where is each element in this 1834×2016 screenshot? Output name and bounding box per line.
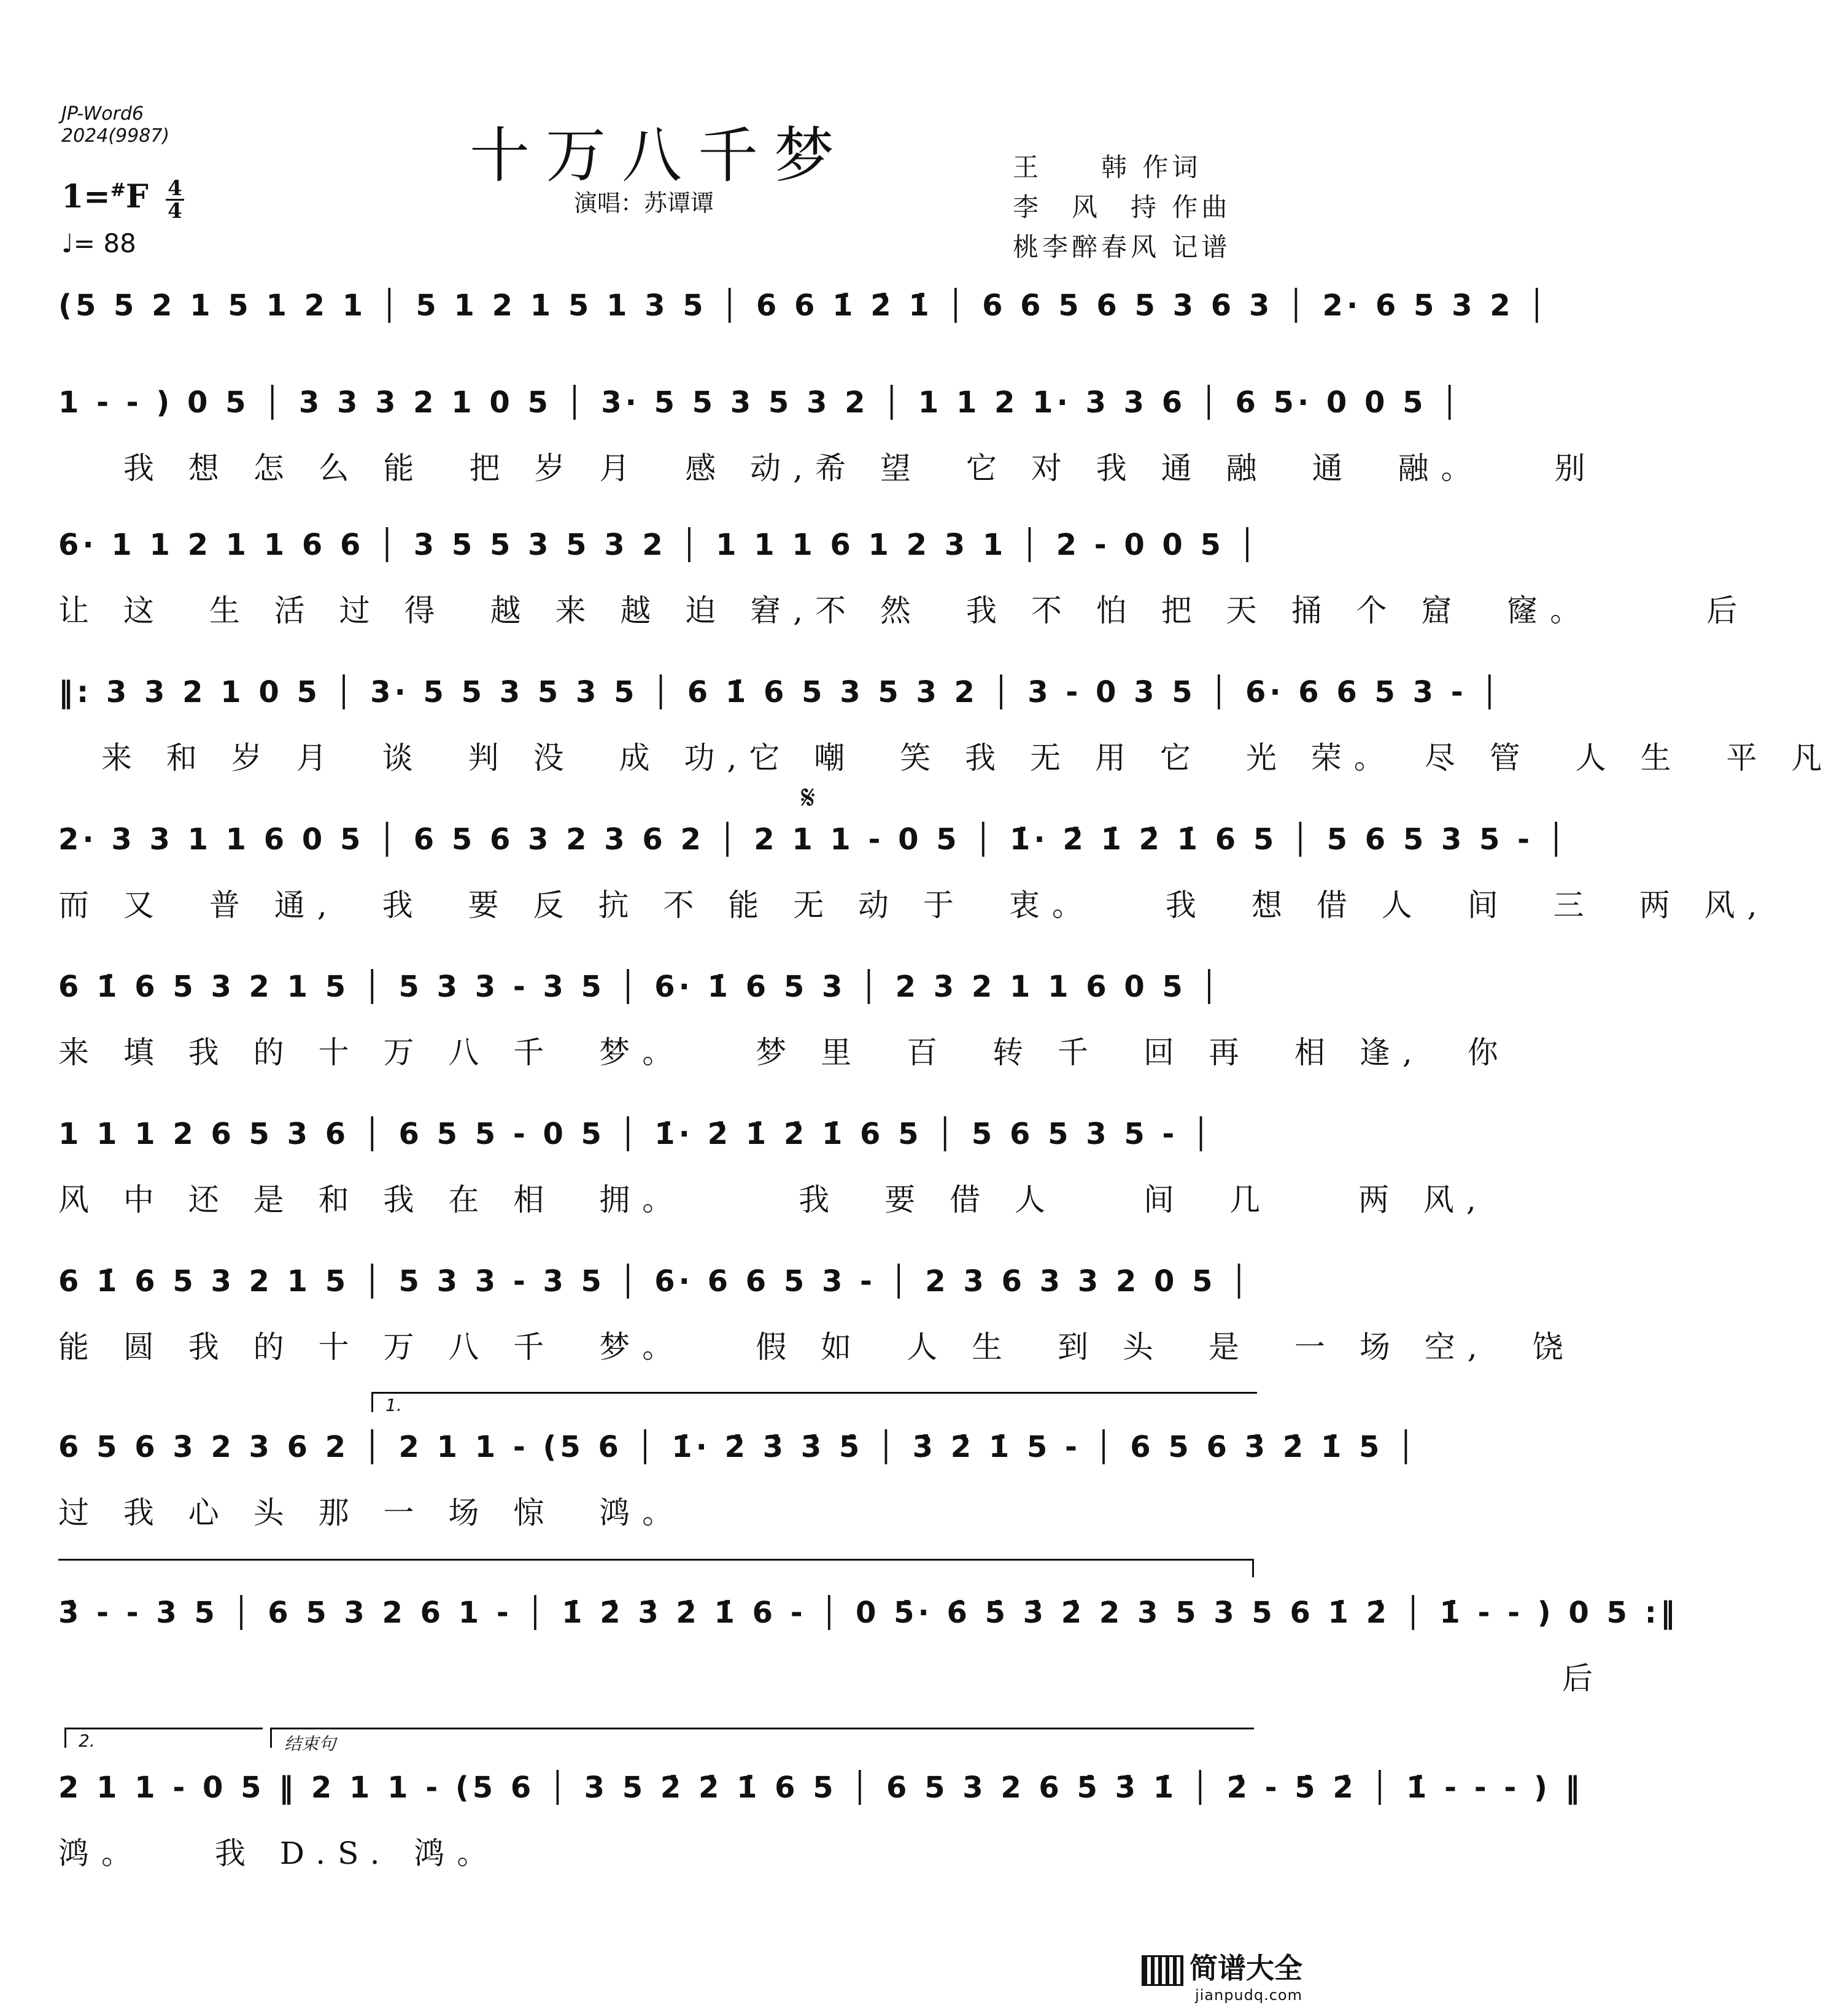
volta-1-label: 1. (385, 1395, 402, 1415)
site-logo (1142, 1946, 1302, 2004)
lyrics-line: 风 中 还 是 和 我 在 相 拥。 我 要 借 人 间 几 两 风, (58, 1182, 1488, 1218)
notes-line: 6· 1 1 2 1 1 6 6 │ 3 5 5 3 5 3 2 │ 1 1 1 6 1 2 3 1 │ 2 - 0 0 5 │ (58, 528, 1260, 562)
lyrics-line: 鸿。 我 D.S. 鸿。 (58, 1836, 500, 1871)
logo-url: jianpudq.com (1194, 1987, 1302, 2004)
notes-line: (5 5 2 1 5 1 2 1 │ 5 1 2 1 5 1 3 5 │ 6 6 1̇ 2̇ 1̇ │ 6 6 5 6 5 3 6 3 │ 2· 6 5 3 2 │ (58, 288, 1550, 323)
lyrics-line: 后 (58, 1661, 1605, 1696)
volta-1-continuation (58, 1559, 1252, 1561)
volta-1-end (1252, 1559, 1254, 1577)
key-signature (61, 178, 149, 215)
key-note: F (125, 178, 149, 215)
coda-bracket (270, 1728, 1254, 1754)
notes-line: 2· 3 3 1 1 6 0 5 │ 6 5 6 3 2 3 6 2 │ 2 1 1 - 0 5 │ 1̇· 2̇ 1̇ 2̇ 1̇ 6 5 │ 5 6 5 3 5 - │ (58, 822, 1569, 857)
logo-name: 简谱大全 (1190, 1952, 1302, 1985)
volta-1-bracket (371, 1392, 1257, 1415)
time-signature (166, 178, 184, 222)
notes-line: 1 1 1 2 6 5 3 6 │ 6 5 5 - 0 5 │ 1̇· 2̇ 1̇ 2̇ 1̇ 6 5 │ 5 6 5 3 5 - │ (58, 1117, 1213, 1151)
lyrics-line: 而 又 普 通, 我 要 反 抗 不 能 无 动 于 衷。 我 想 借 人 间 三 两 风, (58, 887, 1770, 923)
key-sharp: # (110, 179, 126, 201)
lyrics-line: 能 圆 我 的 十 万 八 千 梦。 假 如 人 生 到 头 是 一 场 空, 饶 (58, 1329, 1576, 1365)
volta-2-bracket (64, 1728, 263, 1751)
notes-line: 1 - - ) 0 5 │ 3 3 3 2 1 0 5 │ 3· 5 5 3 5 3 2 │ 1 1 2 1· 3 3 6 │ 6 5· 0 0 5 │ (58, 385, 1463, 420)
transcriber-credit: 桃李醉春风 记谱 (1013, 232, 1231, 262)
lyrics-line: 来 填 我 的 十 万 八 千 梦。 梦 里 百 转 千 回 再 相 逢, 你 (58, 1035, 1511, 1070)
composer-credit: 李 风 持 作曲 (1013, 192, 1231, 222)
doc-id: 2024(9987) (61, 125, 170, 147)
segno-mark: 𝄋 (801, 778, 816, 817)
time-top: 4 (168, 176, 182, 201)
volta-2-label: 2. (79, 1731, 95, 1751)
notes-line: 6 1̇ 6 5 3 2 1 5 │ 5 3 3 - 3 5 │ 6· 1̇ 6 5 3 │ 2 3 2 1 1 6 0 5 │ (58, 970, 1222, 1004)
lyrics-line: 我 想 怎 么 能 把 岁 月 感 动,希 望 它 对 我 通 融 通 融。 别 (58, 450, 1598, 486)
lyrics-line: 来 和 岁 月 谈 判 没 成 功,它 嘲 笑 我 无 用 它 光 荣。 尽 管 人 生 平 凡 (58, 740, 1834, 776)
coda-label: 结束句 (284, 1734, 336, 1754)
notes-line: 2 1 1 - 0 5 ‖ 2 1 1 - (5 6 │ 3 5 2̇ 2̇ 1̇ 6 5 │ 6 5 3 2 6 5̇ 3̇ 1̇ │ 2̇ - 5̇ 2̇ │ 1̇ - - - ) ‖ (58, 1771, 1584, 1805)
page-title: 十万八千梦 (469, 121, 850, 191)
piano-keys-icon (1142, 1955, 1183, 1986)
lyrics-line: 过 我 心 头 那 一 场 惊 鸿。 (58, 1495, 686, 1531)
notes-line: 3̇ - - 3 5 │ 6 5 3 2 6 1 - │ 1̇ 2̇ 3̇ 2̇ 1̇ 6 - │ 0 5̇· 6̇ 5̇ 3̇ 2̇ 2 3 5 3 5 6 1̇ 2̇ │ 1̇ - - ) 0 5 :‖ (58, 1596, 1679, 1630)
credits-block (1013, 147, 1231, 267)
tempo-mark: ♩= 88 (61, 228, 136, 258)
lyrics-line: 让 这 生 活 过 得 越 来 越 迫 窘,不 然 我 不 怕 把 天 捅 个 窟 窿。 后 (58, 593, 1750, 628)
notes-line: 6 5 6 3 2 3 6 2 │ 2 1 1 - (5 6 │ 1̇· 2̇ 3̇ 3̇ 5̇ │ 3̇ 2̇ 1̇ 5 - │ 6 5 6 3̇ 2̇ 1̇ 5 │ (58, 1430, 1418, 1464)
notes-line: 6 1̇ 6 5 3 2 1 5 │ 5 3 3 - 3 5 │ 6· 6 6 5 3 - │ 2 3 6 3 3 2 0 5 │ (58, 1264, 1252, 1299)
notes-line: ‖: 3 3 2 1 0 5 │ 3· 5 5 3 5 3 5 │ 6 1̇ 6 5 3 5 3 2 │ 3 - 0 3 5 │ 6· 6 6 5 3 - │ (58, 675, 1503, 709)
singer-credit: 演唱：苏谭谭 (574, 190, 714, 217)
time-bottom: 4 (168, 199, 182, 223)
key-prefix: 1= (61, 178, 110, 215)
lyricist-credit: 王 韩 作词 (1013, 152, 1202, 182)
software-name: JP-Word6 (61, 103, 144, 125)
